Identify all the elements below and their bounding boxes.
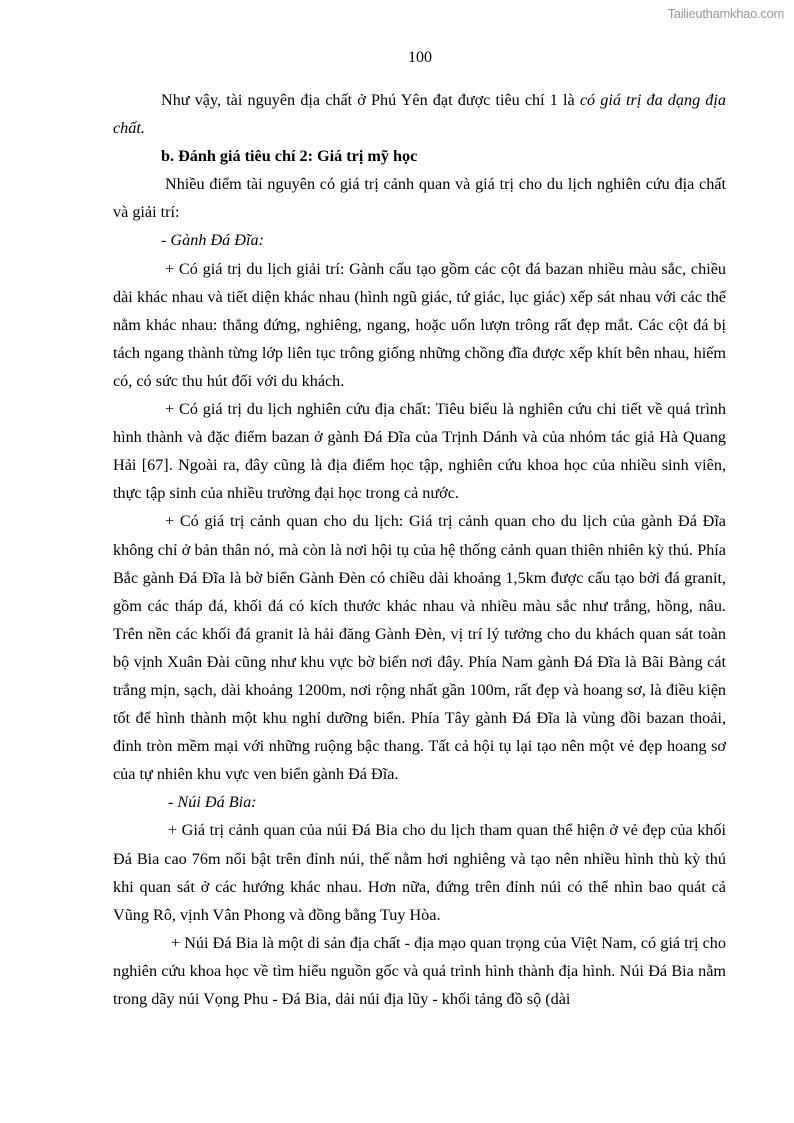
section-heading: b. Đánh giá tiêu chí 2: Giá trị mỹ học	[161, 147, 418, 166]
subsection-title-ganh-da-dia: - Gành Đá Đĩa:	[161, 231, 264, 250]
paragraph-da-bia-landscape: + Giá trị cảnh quan của núi Đá Bia cho du lịch tham quan thể hiện ở vẻ đẹp của khối Đá Bia cao 76m nổi bật trên đỉnh núi, thế nằm hơi nghiêng và tạo nên nhiều hình thù kỳ thú khi quan sát ở các hướng khác nhau. Hơn nữa, đứng trên đỉnh núi có thể nhìn bao quát cả Vũng Rô, vịnh Vân Phong và đồng bằng Tuy Hòa.	[113, 821, 726, 924]
paragraph-intro: Nhiều điểm tài nguyên có giá trị cảnh quan và giá trị cho du lịch nghiên cứu địa chất và giải trí:	[113, 175, 726, 222]
page-number: 100	[408, 49, 432, 66]
paragraph-landscape-value: + Có giá trị cảnh quan cho du lịch: Giá trị cảnh quan cho du lịch của gành Đá Đĩa không chỉ ở bản thân nó, mà còn là nơi hội tụ của hệ thống cảnh quan thiên nhiên kỳ thú. Phía Bắc gành Đá Đĩa là bờ biển Gành Đèn có chiều dài khoảng 1,5km được cấu tạo bởi đá granit, gồm các tháp đá, khối đá có kích thước khác nhau và nhiều màu sắc như trắng, hồng, nâu. Trên nền các khối đá granit là hải đăng Gành Đèn, vị trí lý tưởng cho du khách quan sát toàn bộ vịnh Xuân Đài cũng như khu vực bờ biển nơi đây. Phía Nam gành Đá Đĩa là Bãi Bàng cát trắng mịn, sạch, dài khoảng 1200m, nơi rộng nhất gần 100m, rất đẹp và hoang sơ, là điều kiện tốt để hình thành một khu nghỉ dưỡng biển. Phía Tây gành Đá Đĩa là vùng đồi bazan thoải, đỉnh tròn mềm mại với những ruộng bậc thang. Tất cả hội tụ lại tạo nên một vẻ đẹp hoang sơ của tự nhiên khu vực ven biển gành Đá Đĩa.	[113, 512, 726, 784]
watermark: Tailieuthamkhao.com	[667, 6, 784, 21]
paragraph-entertainment-value: + Có giá trị du lịch giải trí: Gành cấu tạo gồm các cột đá bazan nhiều màu sắc, chiều dài khác nhau và tiết diện khác nhau (hình ngũ giác, tứ giác, lục giác) xếp sát nhau với các thế nằm khác nhau: thẳng đứng, nghiêng, ngang, hoặc uốn lượn trông rất đẹp mắt. Các cột đá bị tách ngang thành từng lớp liên tục trông giống những chồng đĩa được xếp khít bên nhau, hiếm có, có sức thu hút đối với du khách.	[113, 259, 726, 390]
paragraph-research-value: + Có giá trị du lịch nghiên cứu địa chất: Tiêu biểu là nghiên cứu chi tiết về quá trình hình thành và đặc điểm bazan ở gành Đá Đĩa của Trịnh Dánh và của nhóm tác giả Hà Quang Hải [67]. Ngoài ra, đây cũng là địa điểm học tập, nghiên cứu khoa học của nhiều sinh viên, thực tập sinh của nhiều trường đại học trong cả nước.	[113, 400, 726, 503]
conclusion-italic: có giá trị đa dạng địa chất.	[113, 91, 726, 138]
paragraph-da-bia-heritage: + Núi Đá Bia là một di sản địa chất - địa mạo quan trọng của Việt Nam, có giá trị cho nghiên cứu khoa học về tìm hiểu nguồn gốc và quá trình hình thành địa hình. Núi Đá Bia nằm trong dãy núi Vọng Phu - Đá Bia, dải núi địa lũy - khối tảng đồ sộ (dài	[113, 933, 726, 1008]
subsection-title-nui-da-bia: - Núi Đá Bia:	[168, 793, 257, 812]
paragraph-conclusion	[113, 86, 726, 142]
document-body	[113, 86, 726, 1013]
conclusion-text: Như vậy, tài nguyên địa chất ở Phú Yên đạt được tiêu chí 1 là	[161, 91, 580, 109]
